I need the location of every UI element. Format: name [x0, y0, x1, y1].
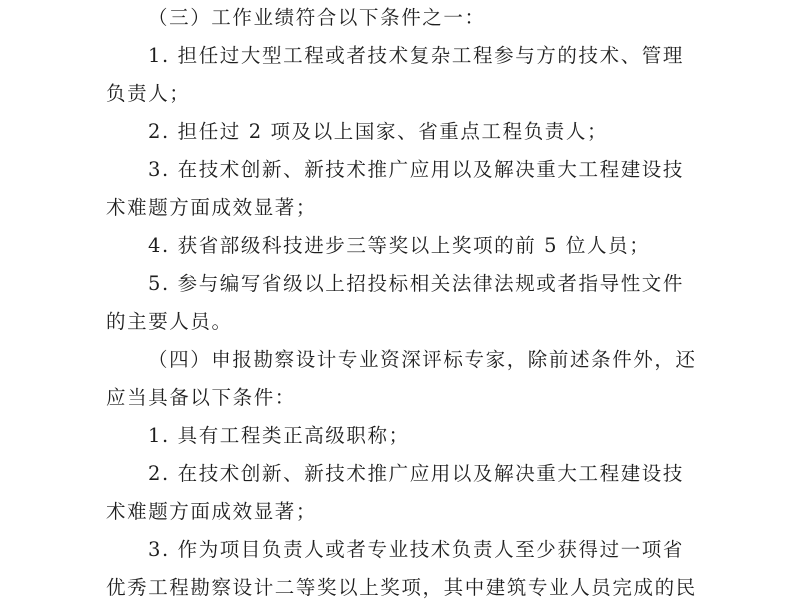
list-item-continuation: 术难题方面成效显著；: [106, 196, 318, 219]
section-heading-3: （三）工作业绩符合以下条件之一：: [148, 6, 486, 29]
section-heading-4: （四）申报勘察设计专业资深评标专家，除前述条件外，还: [148, 348, 697, 371]
list-item: 3. 作为项目负责人或者专业技术负责人至少获得过一项省: [148, 538, 685, 561]
list-item: 5. 参与编写省级以上招投标相关法律法规或者指导性文件: [148, 272, 685, 295]
list-item: 1. 担任过大型工程或者技术复杂工程参与方的技术、管理: [148, 44, 685, 67]
list-item-continuation: 术难题方面成效显著；: [106, 500, 318, 523]
list-item: 1. 具有工程类正高级职称；: [148, 424, 410, 447]
list-item-continuation: 负责人；: [106, 82, 191, 105]
list-item: 2. 担任过 2 项及以上国家、省重点工程负责人；: [148, 120, 609, 143]
list-item-continuation: 优秀工程勘察设计二等奖以上奖项，其中建筑专业人员完成的民: [106, 576, 697, 599]
list-item-continuation: 的主要人员。: [106, 310, 233, 333]
list-item: 4. 获省部级科技进步三等奖以上奖项的前 5 位人员；: [148, 234, 651, 257]
section-heading-continuation: 应当具备以下条件：: [106, 386, 296, 409]
list-item: 3. 在技术创新、新技术推广应用以及解决重大工程建设技: [148, 158, 685, 181]
list-item: 2. 在技术创新、新技术推广应用以及解决重大工程建设技: [148, 462, 685, 485]
